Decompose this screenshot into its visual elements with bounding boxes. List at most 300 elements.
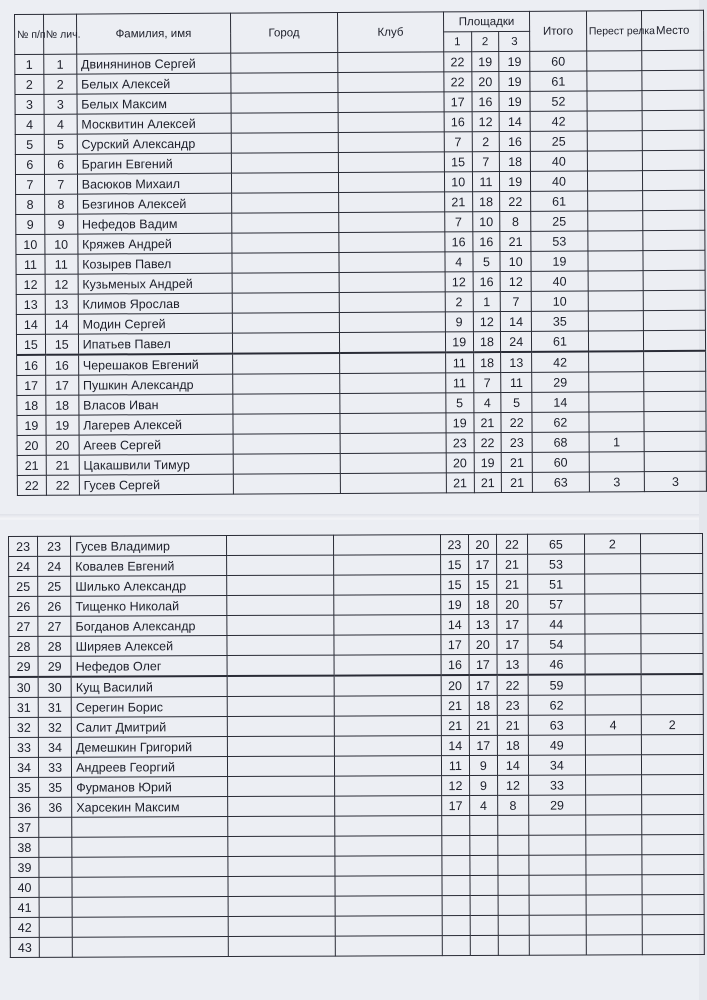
athlete-name: Черешаков Евгений <box>78 354 232 375</box>
athlete-name: Безгинов Алексей <box>77 193 231 214</box>
city-cell <box>233 474 340 495</box>
court-2-score: 1 <box>473 292 501 312</box>
club-cell <box>339 332 445 353</box>
athlete-name: Сурский Александр <box>77 133 231 154</box>
personal-number: 1 <box>44 54 77 74</box>
court-1-score: 7 <box>444 212 472 232</box>
row-number: 24 <box>9 556 38 576</box>
court-1-score: 12 <box>445 272 473 292</box>
court-3-score: 22 <box>496 534 527 554</box>
shootoff-cell <box>586 935 642 955</box>
personal-number <box>39 937 72 957</box>
city-cell <box>226 595 334 615</box>
total-score: 49 <box>528 735 585 755</box>
city-cell <box>231 113 338 134</box>
total-score: 10 <box>531 291 588 311</box>
shootoff-cell <box>586 51 642 71</box>
court-3-score: 14 <box>499 111 530 131</box>
shootoff-cell <box>587 191 643 211</box>
athlete-name: Модин Сергей <box>78 313 232 334</box>
court-3-score: 13 <box>501 352 532 373</box>
row-number: 14 <box>16 314 45 334</box>
total-score: 35 <box>531 311 588 331</box>
club-cell <box>340 393 446 414</box>
city-cell <box>232 313 339 334</box>
shootoff-cell <box>584 554 640 574</box>
total-score: 53 <box>531 231 588 251</box>
row-number: 8 <box>16 194 45 214</box>
city-cell <box>228 916 336 936</box>
row-number: 41 <box>10 897 39 917</box>
place-cell <box>641 653 703 674</box>
court-3-score: 22 <box>500 191 531 211</box>
personal-number: 35 <box>39 777 72 797</box>
court-1-score <box>442 915 470 935</box>
court-3-header: 3 <box>499 31 530 51</box>
shootoff-cell <box>585 795 641 815</box>
court-1-score: 15 <box>440 554 468 574</box>
city-cell <box>227 876 335 896</box>
total-score: 68 <box>532 432 589 452</box>
total-score: 57 <box>528 594 585 614</box>
court-1-score <box>442 895 470 915</box>
city-cell <box>226 615 334 635</box>
place-cell <box>641 754 703 774</box>
court-3-score <box>498 815 529 835</box>
court-2-score: 11 <box>472 172 500 192</box>
court-1-score: 7 <box>444 132 472 152</box>
club-cell <box>334 615 441 635</box>
row-number: 32 <box>9 717 38 737</box>
place-cell <box>643 290 705 310</box>
total-score <box>529 875 586 895</box>
athlete-name: Гусев Сергей <box>79 474 233 495</box>
city-cell <box>233 353 340 374</box>
total-score <box>529 835 586 855</box>
court-2-score: 16 <box>472 232 500 252</box>
court-3-score: 19 <box>499 91 530 111</box>
col-header-shootoff: Перест релка <box>586 11 642 51</box>
city-cell <box>232 253 339 274</box>
place-cell <box>644 371 706 391</box>
court-2-score: 10 <box>472 212 500 232</box>
court-2-score: 19 <box>471 52 499 72</box>
col-header-num: № п/п <box>15 14 44 54</box>
court-2-score <box>470 855 498 875</box>
court-1-score: 15 <box>441 574 469 594</box>
club-cell <box>340 373 446 394</box>
city-cell <box>227 676 335 697</box>
shootoff-cell <box>585 634 641 654</box>
court-3-score: 24 <box>501 331 532 352</box>
city-cell <box>227 655 335 676</box>
city-cell <box>233 414 340 435</box>
personal-number: 13 <box>45 294 78 314</box>
club-cell <box>335 816 442 836</box>
shootoff-cell: 3 <box>589 472 645 492</box>
club-cell <box>335 716 442 736</box>
city-cell <box>231 173 338 194</box>
personal-number: 16 <box>45 355 78 376</box>
court-1-score: 22 <box>444 52 472 72</box>
personal-number: 3 <box>44 94 77 114</box>
club-cell <box>335 796 442 816</box>
city-cell <box>226 535 334 555</box>
total-score: 52 <box>530 91 587 111</box>
total-score: 59 <box>528 674 585 695</box>
athlete-name: Васюков Михаил <box>77 173 231 194</box>
personal-number: 4 <box>44 114 77 134</box>
club-cell <box>334 595 441 615</box>
club-cell <box>334 655 441 676</box>
total-score: 53 <box>527 554 584 574</box>
col-header-city: Город <box>230 13 337 54</box>
total-score: 46 <box>528 654 585 675</box>
personal-number: 6 <box>44 154 77 174</box>
personal-number <box>39 897 72 917</box>
court-3-score: 21 <box>496 554 527 574</box>
total-score: 51 <box>528 574 585 594</box>
place-cell <box>642 50 704 70</box>
city-cell <box>232 233 339 254</box>
club-cell <box>340 473 446 494</box>
total-score: 60 <box>532 452 589 472</box>
athlete-name <box>72 937 227 958</box>
court-2-score: 18 <box>473 332 501 353</box>
personal-number: 24 <box>38 556 71 576</box>
club-cell <box>338 92 444 113</box>
athlete-name: Салит Дмитрий <box>71 717 226 738</box>
city-cell <box>231 73 338 94</box>
shootoff-cell <box>587 151 643 171</box>
row-number: 3 <box>15 94 44 114</box>
row-number: 29 <box>9 656 38 677</box>
place-cell <box>642 874 704 894</box>
shootoff-cell: 1 <box>589 432 645 452</box>
city-cell <box>232 273 339 294</box>
club-cell <box>339 272 445 293</box>
place-cell <box>644 330 706 351</box>
court-3-score: 19 <box>499 51 530 71</box>
total-score: 40 <box>531 271 588 291</box>
place-cell <box>641 593 703 613</box>
court-2-score: 15 <box>469 574 497 594</box>
shootoff-cell <box>586 835 642 855</box>
athlete-name <box>72 897 227 918</box>
club-cell <box>340 433 446 454</box>
court-2-score: 4 <box>469 795 497 815</box>
place-cell <box>643 170 705 190</box>
personal-number: 2 <box>44 74 77 94</box>
court-2-score <box>470 875 498 895</box>
court-3-score <box>498 835 529 855</box>
court-1-score: 23 <box>446 433 474 453</box>
club-cell <box>335 916 442 936</box>
court-2-score: 9 <box>469 775 497 795</box>
shootoff-cell <box>587 131 643 151</box>
total-score: 25 <box>531 211 588 231</box>
court-1-score: 20 <box>446 453 474 473</box>
athlete-name: Харсекин Максим <box>72 797 227 818</box>
court-1-score: 15 <box>444 152 472 172</box>
club-cell <box>335 856 442 876</box>
row-number: 1 <box>15 54 44 74</box>
court-3-score: 7 <box>500 291 531 311</box>
court-1-score: 16 <box>445 232 473 252</box>
club-cell <box>339 292 445 313</box>
court-1-score: 21 <box>446 473 474 493</box>
athlete-name: Лагерев Алексей <box>79 414 233 435</box>
personal-number: 29 <box>38 656 71 677</box>
personal-number: 21 <box>46 455 79 475</box>
row-number: 36 <box>10 797 39 817</box>
shootoff-cell <box>585 775 641 795</box>
shootoff-cell <box>588 271 644 291</box>
place-cell <box>643 150 705 170</box>
shootoff-cell <box>588 251 644 271</box>
row-number: 37 <box>10 817 39 837</box>
court-1-score: 16 <box>444 112 472 132</box>
total-score: 63 <box>528 715 585 735</box>
court-3-score: 5 <box>501 392 532 412</box>
total-score: 62 <box>528 695 585 715</box>
athlete-name: Белых Алексей <box>77 73 231 94</box>
court-2-score: 5 <box>472 252 500 272</box>
athlete-name: Белых Максим <box>77 93 231 114</box>
court-1-score <box>442 875 470 895</box>
place-cell <box>640 573 702 593</box>
court-1-score: 17 <box>444 92 472 112</box>
court-1-score: 11 <box>441 755 469 775</box>
place-cell <box>643 270 705 290</box>
table-row <box>17 471 706 495</box>
shootoff-cell <box>587 211 643 231</box>
court-2-score: 17 <box>469 735 497 755</box>
court-2-score: 18 <box>469 594 497 614</box>
court-2-score: 20 <box>468 534 496 554</box>
col-header-place: Место <box>642 10 704 50</box>
city-cell <box>232 193 339 214</box>
court-1-score: 19 <box>441 594 469 614</box>
total-score: 25 <box>530 131 587 151</box>
club-cell <box>335 776 442 796</box>
court-2-score <box>470 935 498 955</box>
row-number: 25 <box>9 576 38 596</box>
court-1-score: 11 <box>445 352 473 373</box>
court-3-score: 21 <box>496 574 527 594</box>
court-2-score: 20 <box>471 72 499 92</box>
shootoff-cell <box>587 111 643 131</box>
total-score: 14 <box>532 392 589 412</box>
total-score: 65 <box>527 534 584 554</box>
total-score: 34 <box>528 755 585 775</box>
court-2-score: 17 <box>468 554 496 574</box>
row-number: 30 <box>9 677 38 698</box>
results-table-upper <box>14 10 707 496</box>
athlete-name: Кузьменых Андрей <box>78 273 232 294</box>
city-cell <box>231 53 338 74</box>
personal-number: 12 <box>45 274 78 294</box>
athlete-name: Двинянинов Сергей <box>76 53 230 74</box>
place-cell <box>644 411 706 431</box>
personal-number: 18 <box>46 395 79 415</box>
place-cell <box>644 310 706 330</box>
court-1-score: 14 <box>441 735 469 755</box>
personal-number: 14 <box>45 314 78 334</box>
city-cell <box>228 936 336 956</box>
total-score <box>529 895 586 915</box>
court-2-score: 17 <box>469 675 497 696</box>
court-2-score: 2 <box>472 132 500 152</box>
place-cell <box>641 774 703 794</box>
personal-number: 30 <box>38 677 71 698</box>
court-2-score: 16 <box>473 272 501 292</box>
court-3-score <box>498 895 529 915</box>
personal-number: 28 <box>38 636 71 656</box>
court-3-score: 22 <box>497 675 528 696</box>
athlete-name: Пушкин Александр <box>78 374 232 395</box>
court-3-score: 14 <box>497 755 528 775</box>
row-number: 11 <box>16 254 45 274</box>
shootoff-cell: 2 <box>584 534 640 554</box>
court-1-score <box>442 835 470 855</box>
athlete-name: Брагин Евгений <box>77 153 231 174</box>
court-1-score <box>442 855 470 875</box>
row-number: 21 <box>17 455 46 475</box>
row-number: 2 <box>15 74 44 94</box>
row-number: 15 <box>16 334 45 355</box>
court-1-score: 22 <box>444 72 472 92</box>
shootoff-cell <box>588 351 644 372</box>
court-3-score: 18 <box>497 735 528 755</box>
city-cell <box>227 796 335 816</box>
city-cell <box>227 696 335 716</box>
place-cell <box>644 451 706 471</box>
place-cell <box>642 90 704 110</box>
city-cell <box>228 896 336 916</box>
col-header-club: Клуб <box>337 12 443 53</box>
shootoff-cell <box>585 574 641 594</box>
row-number: 43 <box>10 937 39 957</box>
total-score: 60 <box>530 51 587 71</box>
personal-number: 10 <box>45 234 78 254</box>
court-2-score: 21 <box>469 715 497 735</box>
city-cell <box>227 756 335 776</box>
city-cell <box>233 394 340 415</box>
place-cell <box>641 794 703 814</box>
city-cell <box>233 374 340 395</box>
total-score: 40 <box>531 171 588 191</box>
row-number: 16 <box>17 355 46 376</box>
court-2-score: 16 <box>472 92 500 112</box>
row-number: 7 <box>15 174 44 194</box>
court-3-score: 14 <box>501 311 532 331</box>
court-1-header: 1 <box>443 32 471 52</box>
athlete-name: Ковалев Евгений <box>71 556 226 577</box>
athlete-name: Фурманов Юрий <box>72 777 227 798</box>
place-cell <box>642 934 704 954</box>
court-2-score: 18 <box>472 192 500 212</box>
court-3-score: 20 <box>497 594 528 614</box>
athlete-name: Богданов Александр <box>71 616 226 637</box>
athlete-name: Андреев Георгий <box>72 757 227 778</box>
shootoff-cell <box>588 291 644 311</box>
court-3-score: 12 <box>497 775 528 795</box>
court-2-score <box>470 815 498 835</box>
personal-number: 25 <box>38 576 71 596</box>
row-number: 31 <box>9 697 38 717</box>
table-header-row <box>15 10 704 34</box>
city-cell <box>232 333 339 354</box>
court-1-score: 19 <box>446 413 474 433</box>
club-cell <box>338 72 444 93</box>
court-1-score: 20 <box>441 675 469 696</box>
shootoff-cell <box>586 915 642 935</box>
row-number: 39 <box>10 857 39 877</box>
personal-number: 8 <box>44 194 77 214</box>
court-1-score <box>442 815 470 835</box>
court-3-score <box>498 915 529 935</box>
court-1-score: 9 <box>445 312 473 332</box>
col-header-courts: Площадки <box>443 11 529 32</box>
place-cell <box>644 431 706 451</box>
personal-number: 31 <box>38 697 71 717</box>
place-cell <box>642 854 704 874</box>
court-2-score: 7 <box>473 373 501 393</box>
court-3-score: 21 <box>500 231 531 251</box>
place-cell <box>640 553 702 573</box>
athlete-name: Нефедов Олег <box>71 656 226 677</box>
place-cell <box>644 351 706 372</box>
court-1-score: 21 <box>444 192 472 212</box>
total-score: 44 <box>528 614 585 634</box>
shootoff-cell <box>585 695 641 715</box>
club-cell <box>335 736 442 756</box>
row-number: 38 <box>10 837 39 857</box>
club-cell <box>335 836 442 856</box>
court-3-score: 17 <box>497 614 528 634</box>
place-cell <box>642 914 704 934</box>
personal-number <box>39 917 72 937</box>
court-3-score: 21 <box>501 452 532 472</box>
city-cell <box>227 736 335 756</box>
row-number: 6 <box>15 154 44 174</box>
city-cell <box>232 293 339 314</box>
court-3-score: 8 <box>500 211 531 231</box>
athlete-name: Тищенко Николай <box>71 596 226 617</box>
personal-number: 36 <box>39 797 72 817</box>
court-1-score: 10 <box>444 172 472 192</box>
court-1-score: 21 <box>441 695 469 715</box>
club-cell <box>338 152 444 173</box>
court-2-score: 13 <box>469 614 497 634</box>
total-score: 62 <box>532 412 589 432</box>
place-cell <box>640 533 702 553</box>
personal-number: 19 <box>46 415 79 435</box>
club-cell <box>335 876 442 896</box>
place-cell <box>643 250 705 270</box>
club-cell <box>334 675 441 696</box>
court-3-score: 18 <box>500 151 531 171</box>
total-score: 33 <box>528 775 585 795</box>
club-cell <box>340 453 446 474</box>
place-cell <box>642 834 704 854</box>
court-1-score: 19 <box>445 332 473 353</box>
row-number: 35 <box>10 777 39 797</box>
total-score: 29 <box>529 795 586 815</box>
row-number: 42 <box>10 917 39 937</box>
city-cell <box>226 575 334 595</box>
